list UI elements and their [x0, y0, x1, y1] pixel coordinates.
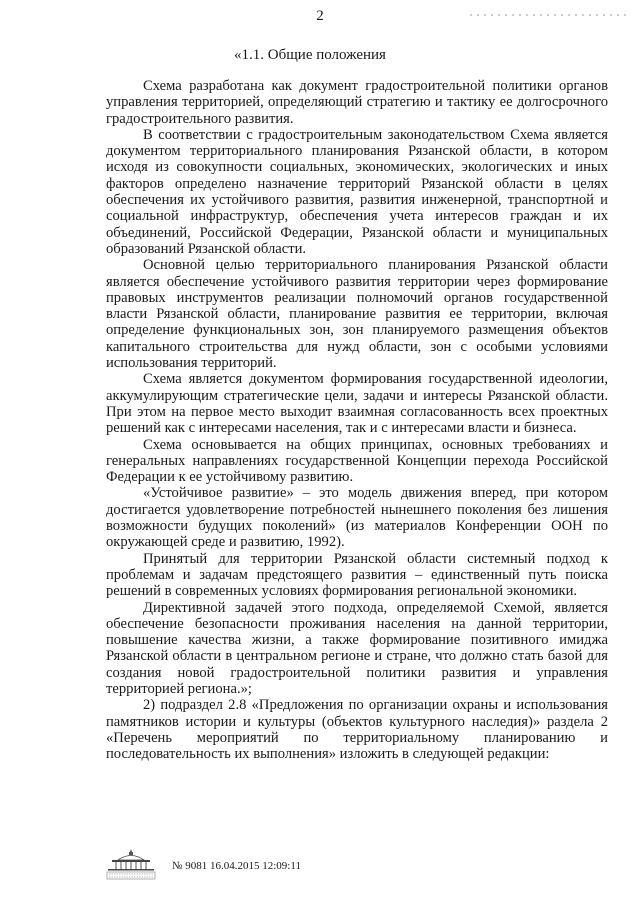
- paragraph: Принятый для территории Рязанской области системный подход к проблемам и задачам предстоящего развития – единственный путь поиска решений в современных условиях формирования региональной экономики.: [106, 550, 608, 600]
- paragraph: Директивной задачей этого подхода, определяемой Схемой, является обеспечение безопасности проживания населения на данной территории, повышение качества жизни, а также формирование позитивного имиджа Рязанской области в центральном регионе и стране, что должно стать базой для создания новой градостроительной политики развития и управления территорией региона.»;: [106, 599, 608, 697]
- page-number: 2: [316, 8, 324, 24]
- paragraph: Схема является документом формирования государственной идеологии, аккумулирующим стратегические цели, задачи и интересы Рязанской области. При этом на первое место выходит взаимная согласованность всех проектных решений как с интересами населения, так и с интересами власти и бизнеса.: [106, 371, 608, 437]
- paragraph: 2) подраздел 2.8 «Предложения по организации охраны и использования памятников истории и культуры (объектов культурного наследия)» раздела 2 «Перечень мероприятий по территориальному планированию и последовательность их выполнения» изложить в следующей редакции:: [106, 697, 608, 763]
- paragraph: «Устойчивое развитие» – это модель движения вперед, при котором достигается удовлетворение потребностей нынешнего поколения без лишения возможности будущих поколений» (из материалов Конференции ООН по окружающей среде и развитию, 1992).: [106, 485, 608, 551]
- paragraph: Схема основывается на общих принципах, основных требованиях и генеральных направлениях государственной Концепции перехода Российской Федерации к ее устойчивому развитию.: [106, 436, 608, 486]
- paragraph: Схема разработана как документ градостроительной политики органов управления территорией, определяющий стратегию и тактику ее долгосрочного градостроительного развития.: [106, 78, 608, 127]
- section-heading: «1.1. Общие положения: [234, 47, 386, 63]
- scan-artifact: [470, 14, 630, 16]
- paragraph: Основной целью территориального планирования Рязанской области является обеспечение устойчивого развития территории через формирование правовых инструментов реализации полномочий органов государственной власти Рязанской области, планирование развития ее территории, включая определение функциональных зон, зон планируемого размещения объектов капитального строительства для нужд области, зон с особыми условиями использования территорий.: [106, 257, 608, 372]
- document-registration-mark: № 9081 16.04.2015 12:09:11: [172, 860, 301, 872]
- document-body: [106, 78, 608, 762]
- paragraph: В соответствии с градостроительным законодательством Схема является документом территориального планирования Рязанской области, в котором исходя из совокупности социальных, экономических, экологических и иных факторов определено назначение территорий Рязанской области в целях обеспечения их устойчивого развития, развития инженерной, транспортной и социальной инфраструктур, обеспечения учета интересов граждан и их объединений, Российской Федерации, Рязанской области и муниципальных образований Рязанской области.: [106, 126, 608, 257]
- government-building-stamp-icon: [104, 846, 158, 880]
